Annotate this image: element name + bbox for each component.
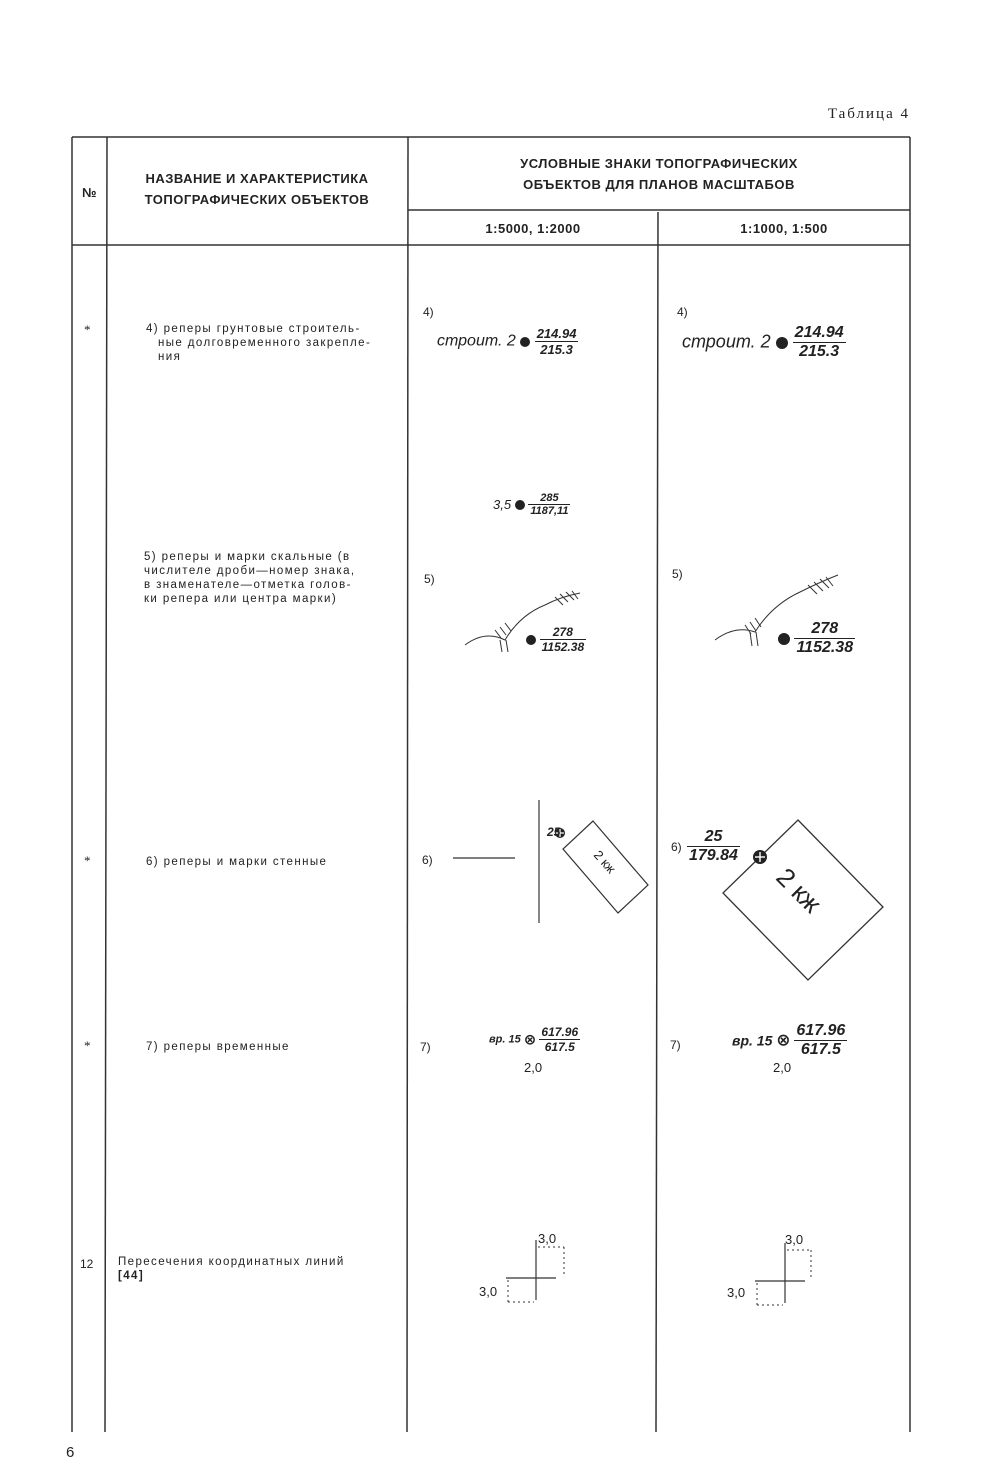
header-symbols-line1: УСЛОВНЫЕ ЗНАКИ ТОПОГРАФИЧЕСКИХ	[520, 156, 798, 171]
row2-sign-b	[778, 620, 855, 657]
row5-dim-h-b: 3,0	[727, 1285, 746, 1300]
row2-desc-line4: ки репера или центра марки)	[144, 593, 338, 605]
row3-desc-line1: 6) реперы и марки стенные	[146, 856, 328, 868]
row2-label-b: 5)	[672, 567, 683, 581]
header-scale-b: 1:1000, 1:500	[740, 221, 828, 236]
row3-wall-text-b: 2 кж	[770, 861, 828, 919]
row3-denominator-b: 179.84	[689, 847, 738, 864]
page-number: 6	[66, 1444, 75, 1461]
row1-sign-text-a: строит. 2	[437, 332, 516, 350]
row1-desc-line2: ные долговременного закрепле-	[158, 337, 372, 349]
row4-frac-a	[539, 1025, 580, 1054]
header-scale-a: 1:5000, 1:2000	[485, 221, 581, 236]
row5-desc-line2: [44]	[118, 1270, 145, 1282]
row3-small-num: 25	[547, 825, 561, 839]
temp-benchmark-icon: ⊗	[776, 1030, 791, 1050]
row2-label-a: 5)	[424, 572, 435, 586]
benchmark-icon	[776, 337, 788, 349]
row4-description	[146, 1040, 401, 1054]
header-symbols-line2: ОБЪЕКТОВ ДЛЯ ПЛАНОВ МАСШТАБОВ	[523, 177, 795, 192]
row2-denominator-a: 1152.38	[541, 640, 585, 654]
rock-benchmark-icon	[778, 633, 790, 645]
table-caption: Таблица 4	[827, 106, 910, 122]
row3-label-b: 6)	[671, 840, 682, 854]
row2-numerator-a: 278	[540, 625, 587, 640]
row4-sign-b	[732, 1022, 847, 1059]
row4-sign-a	[489, 1025, 580, 1054]
row1-sign-b	[682, 324, 846, 361]
row1-sign-a	[437, 326, 578, 357]
row3-numerator-b: 25	[687, 828, 740, 847]
row2-frac-dim	[528, 492, 570, 517]
row4-dim-b: 2,0	[773, 1060, 792, 1075]
header-name	[107, 168, 407, 210]
row2-denominator-dim: 1187,11	[530, 505, 569, 517]
row4-label-a: 7)	[420, 1040, 431, 1054]
row1-denominator-a: 215.3	[540, 342, 573, 357]
row5-description	[118, 1255, 403, 1283]
row2-description	[144, 550, 399, 606]
row3-wall-text-a: 2 кж	[590, 847, 619, 877]
row1-label-a: 4)	[423, 305, 434, 319]
row1-numerator-a: 214.94	[536, 326, 577, 341]
row1-frac-b	[793, 324, 846, 361]
row3-description	[146, 855, 401, 869]
row1-label-b: 4)	[677, 305, 688, 319]
row2-sign-a	[526, 625, 586, 654]
header-symbols	[408, 153, 910, 195]
row5-dim-h-a: 3,0	[479, 1284, 498, 1299]
row4-sign-text-b: вр. 15	[732, 1032, 773, 1049]
row4-denominator-b: 617.5	[800, 1041, 841, 1058]
rock-benchmark-icon	[515, 500, 525, 510]
row4-numerator-a: 617.96	[541, 1025, 579, 1039]
row5-mark: 12	[80, 1257, 94, 1271]
row2-frac-b	[794, 620, 855, 657]
row2-numerator-dim: 285	[528, 492, 570, 505]
row1-description	[146, 322, 401, 364]
row4-mark: *	[84, 1038, 91, 1053]
row1-mark: *	[84, 322, 91, 337]
row1-numerator-b: 214.94	[794, 324, 844, 341]
header-name-line1: НАЗВАНИЕ И ХАРАКТЕРИСТИКА	[145, 171, 369, 186]
row2-dim-sign	[493, 492, 570, 517]
row2-desc-line2: числителе дроби—номер знака,	[144, 565, 356, 577]
row2-frac-a	[540, 625, 587, 654]
rock-benchmark-icon	[526, 635, 536, 645]
row5-desc-line1: Пересечения координатных линий	[118, 1256, 345, 1268]
row1-desc-line1: 4) реперы грунтовые строитель-	[146, 323, 361, 335]
row5-dim-v-b: 3,0	[785, 1232, 804, 1247]
row4-dim-a: 2,0	[524, 1060, 543, 1075]
row2-numerator-b: 278	[794, 620, 855, 639]
row3-label-a: 6)	[422, 853, 433, 867]
grid-cross-b	[725, 1228, 825, 1313]
row4-sign-text-a: вр. 15	[489, 1033, 521, 1046]
row2-dim: 3,5	[493, 497, 512, 512]
row5-dim-v-a: 3,0	[538, 1231, 557, 1246]
wall-mark-b	[718, 815, 888, 985]
row4-label-b: 7)	[670, 1038, 681, 1052]
row4-denominator-a: 617.5	[544, 1040, 575, 1054]
row1-desc-line3: ния	[158, 351, 182, 363]
row1-sign-text-b: строит. 2	[682, 331, 771, 352]
grid-cross-a	[476, 1225, 576, 1310]
row2-denominator-b: 1152.38	[796, 639, 854, 656]
benchmark-icon	[520, 337, 530, 347]
row1-denominator-b: 215.3	[799, 343, 840, 360]
row2-desc-line1: 5) реперы и марки скальные (в	[144, 551, 351, 563]
row4-desc-line1: 7) реперы временные	[146, 1041, 290, 1053]
row4-numerator-b: 617.96	[796, 1022, 846, 1039]
header-num: №	[82, 185, 97, 200]
row4-frac-b	[794, 1022, 847, 1059]
row2-desc-line3: в знаменателе—отметка голов-	[144, 579, 352, 591]
row1-frac-a	[535, 326, 579, 357]
wall-mark-a	[448, 795, 653, 925]
temp-benchmark-icon: ⊗	[523, 1031, 537, 1049]
row3-mark: *	[84, 853, 91, 868]
header-name-line2: ТОПОГРАФИЧЕСКИХ ОБЪЕКТОВ	[144, 192, 370, 207]
